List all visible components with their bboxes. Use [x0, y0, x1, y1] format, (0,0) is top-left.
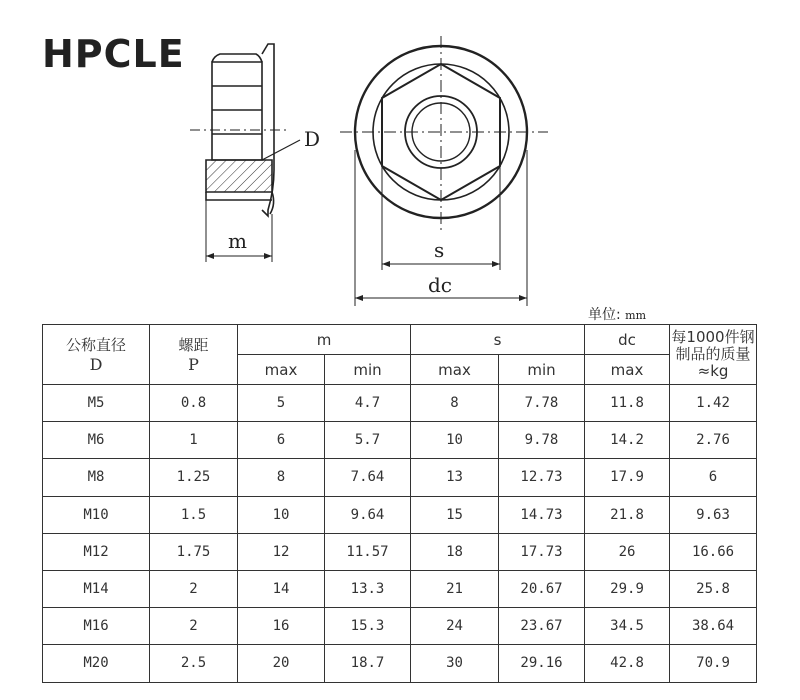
cell-dc-max: 17.9 — [585, 459, 670, 496]
cell-s-min: 12.73 — [499, 459, 585, 496]
cell-p: 1.25 — [150, 459, 238, 496]
table-row — [43, 385, 757, 422]
brand-logo: HPCLE — [42, 32, 185, 76]
header-weight: 每1000件钢 制品的质量 ≈kg — [670, 325, 757, 385]
table-row — [43, 645, 757, 682]
cell-m-min: 15.3 — [325, 608, 411, 645]
cell-p: 1.5 — [150, 496, 238, 533]
table-row — [43, 533, 757, 570]
label-m: m — [228, 229, 247, 253]
table-row — [43, 570, 757, 607]
cell-s-min: 23.67 — [499, 608, 585, 645]
cell-s-max: 10 — [411, 422, 499, 459]
cell-m-max: 12 — [238, 533, 325, 570]
cell-m-min: 7.64 — [325, 459, 411, 496]
cell-m-max: 8 — [238, 459, 325, 496]
cell-m-min: 13.3 — [325, 570, 411, 607]
label-d: D — [304, 127, 321, 151]
flange-nut-drawing — [0, 0, 800, 320]
cell-dc-max: 11.8 — [585, 385, 670, 422]
cell-s-max: 21 — [411, 570, 499, 607]
cell-s-min: 17.73 — [499, 533, 585, 570]
cell-m-min: 4.7 — [325, 385, 411, 422]
cell-m-min: 11.57 — [325, 533, 411, 570]
header-dc: dc — [585, 325, 670, 355]
cell-d: M6 — [43, 422, 150, 459]
cell-p: 2.5 — [150, 645, 238, 682]
header-s-max: max — [411, 355, 499, 385]
cell-p: 2 — [150, 570, 238, 607]
label-s: s — [434, 238, 445, 262]
cell-s-min: 29.16 — [499, 645, 585, 682]
label-dc: dc — [428, 273, 453, 297]
cell-m-max: 6 — [238, 422, 325, 459]
cell-dc-max: 34.5 — [585, 608, 670, 645]
cell-weight: 25.8 — [670, 570, 757, 607]
header-m: m — [238, 325, 411, 355]
cell-p: 1.75 — [150, 533, 238, 570]
cell-d: M10 — [43, 496, 150, 533]
table-row — [43, 459, 757, 496]
cell-m-max: 14 — [238, 570, 325, 607]
cell-d: M12 — [43, 533, 150, 570]
cell-weight: 70.9 — [670, 645, 757, 682]
cell-m-min: 9.64 — [325, 496, 411, 533]
cell-s-max: 24 — [411, 608, 499, 645]
cell-p: 1 — [150, 422, 238, 459]
cell-m-min: 5.7 — [325, 422, 411, 459]
cell-weight: 6 — [670, 459, 757, 496]
unit-note — [588, 304, 646, 324]
cell-s-max: 18 — [411, 533, 499, 570]
table-row — [43, 608, 757, 645]
cell-weight: 16.66 — [670, 533, 757, 570]
cell-d: M14 — [43, 570, 150, 607]
table-row — [43, 496, 757, 533]
top-view — [340, 36, 548, 306]
cell-weight: 1.42 — [670, 385, 757, 422]
header-s-min: min — [499, 355, 585, 385]
cell-s-max: 13 — [411, 459, 499, 496]
cell-s-max: 30 — [411, 645, 499, 682]
cell-dc-max: 21.8 — [585, 496, 670, 533]
header-m-min: min — [325, 355, 411, 385]
cell-m-max: 16 — [238, 608, 325, 645]
cell-m-max: 10 — [238, 496, 325, 533]
header-s: s — [411, 325, 585, 355]
cell-weight: 38.64 — [670, 608, 757, 645]
cell-dc-max: 26 — [585, 533, 670, 570]
cell-p: 0.8 — [150, 385, 238, 422]
cell-p: 2 — [150, 608, 238, 645]
cell-d: M8 — [43, 459, 150, 496]
cell-dc-max: 14.2 — [585, 422, 670, 459]
cell-s-min: 7.78 — [499, 385, 585, 422]
cell-d: M20 — [43, 645, 150, 682]
cell-weight: 2.76 — [670, 422, 757, 459]
header-dc-max: max — [585, 355, 670, 385]
table-row — [43, 422, 757, 459]
cell-s-max: 8 — [411, 385, 499, 422]
cell-s-min: 14.73 — [499, 496, 585, 533]
unit-value: mm — [625, 309, 647, 322]
cell-s-min: 20.67 — [499, 570, 585, 607]
cell-dc-max: 29.9 — [585, 570, 670, 607]
cell-s-min: 9.78 — [499, 422, 585, 459]
cell-dc-max: 42.8 — [585, 645, 670, 682]
cell-weight: 9.63 — [670, 496, 757, 533]
header-pitch: 螺距 P — [150, 325, 238, 385]
cell-d: M16 — [43, 608, 150, 645]
cell-s-max: 15 — [411, 496, 499, 533]
cell-m-max: 20 — [238, 645, 325, 682]
unit-label: 单位: — [588, 307, 621, 323]
dimension-table — [42, 324, 757, 683]
header-nominal-diameter: 公称直径 D — [43, 325, 150, 385]
cell-m-max: 5 — [238, 385, 325, 422]
cell-d: M5 — [43, 385, 150, 422]
header-m-max: max — [238, 355, 325, 385]
cell-m-min: 18.7 — [325, 645, 411, 682]
